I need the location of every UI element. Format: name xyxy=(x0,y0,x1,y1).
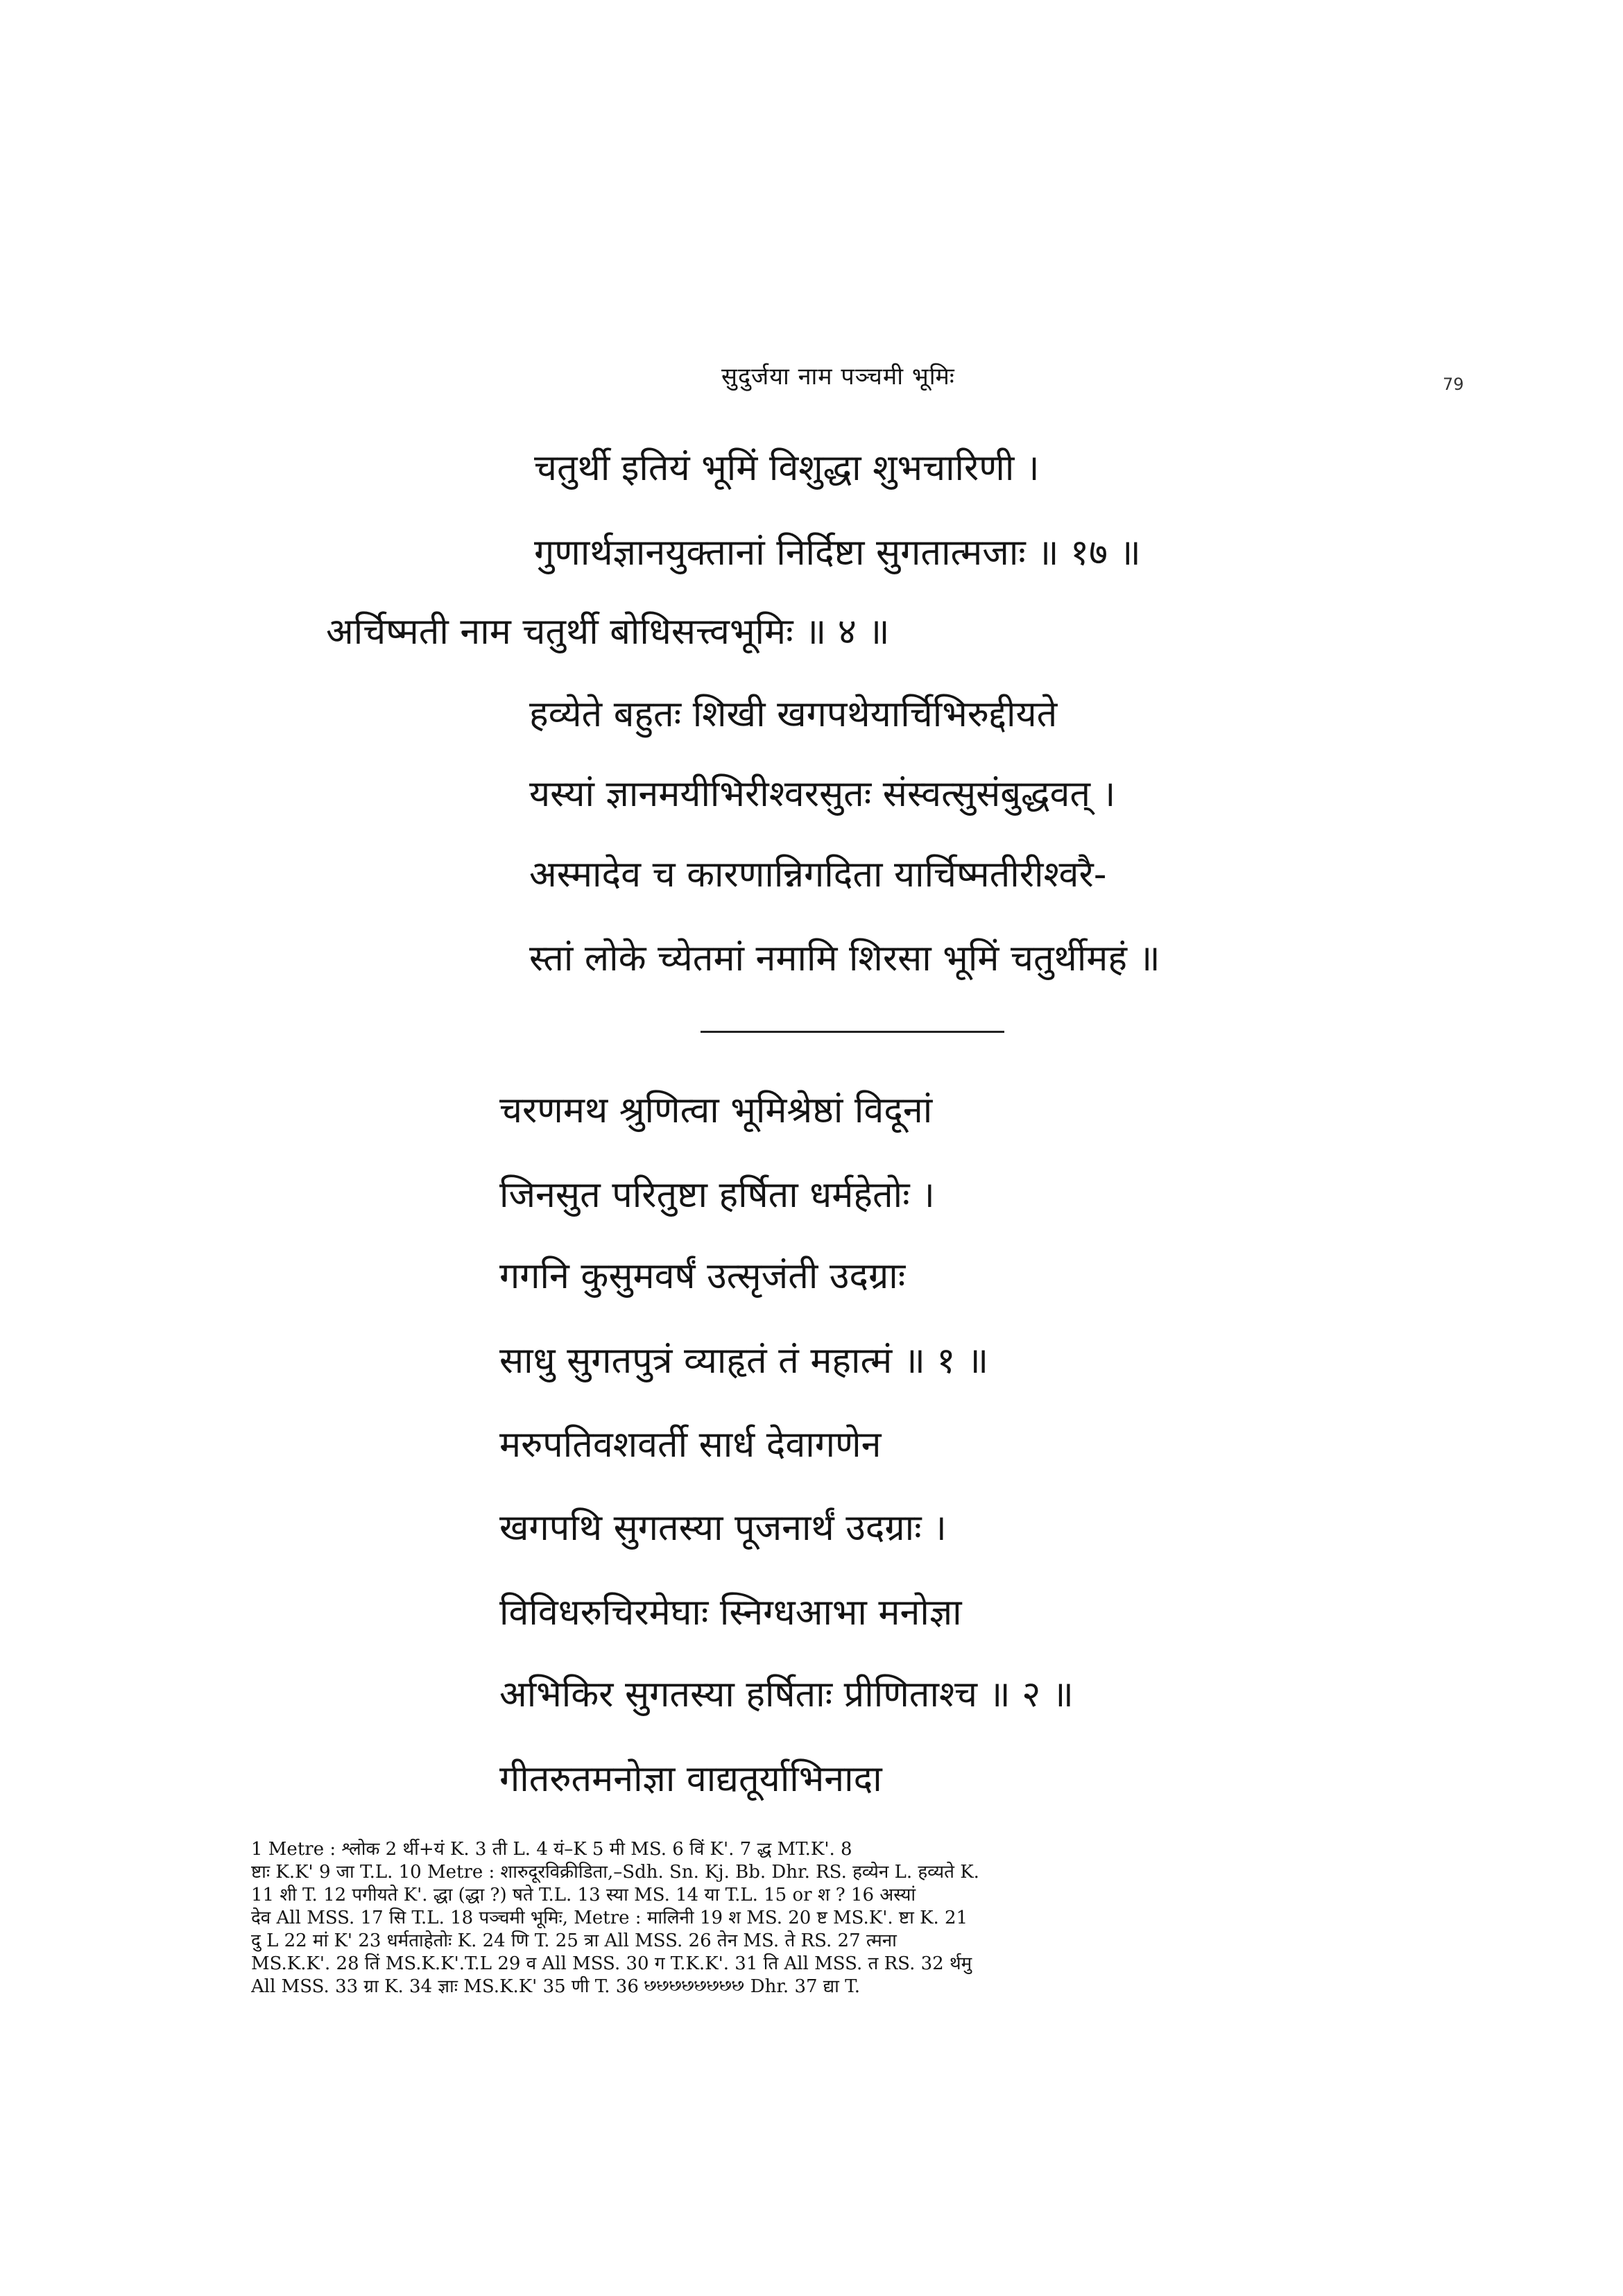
section-divider xyxy=(701,1031,1004,1033)
verse-line: जिनसुत परितुष्टा हर्षिता धर्महेतोः । xyxy=(499,1174,935,1216)
verse-line: गीतरुतमनोज्ञा वाद्यतूर्याभिनादा xyxy=(499,1758,882,1800)
verse-line: चतुर्थी इतियं भूमिं विशुद्धा शुभचारिणी । xyxy=(534,447,1040,489)
footnote-line: 11 शी T. 12 पगीयते K'. द्धा (द्धा ?) षते T.L. 13 स्या MS. 14 या T.L. 15 or श ? 16 अस्यां xyxy=(251,1885,916,1905)
verse-line: स्तां लोके च्येतमां नमामि शिरसा भूमिं चतुर्थीमहं ॥ xyxy=(529,938,1160,979)
footnote-line: ष्टाः K.K' 9 जा T.L. 10 Metre : शारुदूरविक्रीडिता,–Sdh. Sn. Kj. Bb. Dhr. RS. हव्येन L. हव्यते K. xyxy=(251,1862,979,1883)
verse-line: विविधरुचिरमेघाः स्निग्धआभा मनोज्ञा xyxy=(499,1592,962,1634)
page-number: 79 xyxy=(1443,375,1464,394)
footnotes xyxy=(251,1838,1444,1998)
verse-line: यस्यां ज्ञानमयीभिरीश्वरसुतः संस्वत्सुसंबुद्धवत् । xyxy=(529,773,1116,815)
verse-line: मरुपतिवशवर्ती सार्ध देवागणेन xyxy=(499,1424,882,1466)
verse-line: खगपथि सुगतस्या पूजनार्थं उदग्राः । xyxy=(499,1507,947,1549)
verse-line: गगनि कुसुमवर्षं उत्सृजंती उदग्राः xyxy=(499,1256,906,1297)
footnote-line: All MSS. 33 ग्रा K. 34 ज्ञाः MS.K.K' 35 णी T. 36 ꣸꣸꣸꣸꣸꣸꣸꣸ Dhr. 37 द्या T. xyxy=(251,1976,860,1997)
verse-line: चरणमथ श्रुणित्वा भूमिश्रेष्ठां विदूनां xyxy=(499,1090,933,1131)
verse-line: गुणार्थज्ञानयुक्तानां निर्दिष्टा सुगतात्मजाः ॥ १७ ॥ xyxy=(534,532,1141,574)
verse-line: अस्मादेव च कारणान्निगदिता यार्चिष्मतीरीश्वरै- xyxy=(529,854,1107,896)
footnote-line: दु L 22 मां K' 23 धर्मताहेतोः K. 24 णि T. 25 त्रा All MSS. 26 तेन MS. ते RS. 27 त्मना xyxy=(251,1930,897,1951)
footnote-line: MS.K.K'. 28 तिं MS.K.K'.T.L 29 व All MSS. 30 ग T.K.K'. 31 ति All MSS. त RS. 32 र्थमु xyxy=(251,1953,972,1974)
footnote-line: 1 Metre : श्लोक 2 र्थी+यं K. 3 ती L. 4 यं–K 5 मी MS. 6 विं K'. 7 द्ध MT.K'. 8 xyxy=(251,1839,852,1860)
running-head: सुदुर्जया नाम पञ्चमी भूमिः xyxy=(721,363,955,391)
verse-line: अभिकिर सुगतस्या हर्षिताः प्रीणिताश्च ॥ २ ॥ xyxy=(499,1674,1074,1715)
verse-line: साधु सुगतपुत्रं व्याहृतं तं महात्मं ॥ १ ॥ xyxy=(499,1340,989,1382)
colophon-line: अर्चिष्मती नाम चतुर्थी बोधिसत्त्वभूमिः ॥ ४ ॥ xyxy=(326,611,890,653)
verse-line: हव्येते बहुतः शिखी खगपथेयार्चिभिरुद्दीयते xyxy=(529,694,1058,735)
footnote-line: देव All MSS. 17 सि T.L. 18 पञ्चमी भूमिः, Metre : मालिनी 19 श MS. 20 ष्ट MS.K'. ष्टा K. 21 xyxy=(251,1908,968,1928)
